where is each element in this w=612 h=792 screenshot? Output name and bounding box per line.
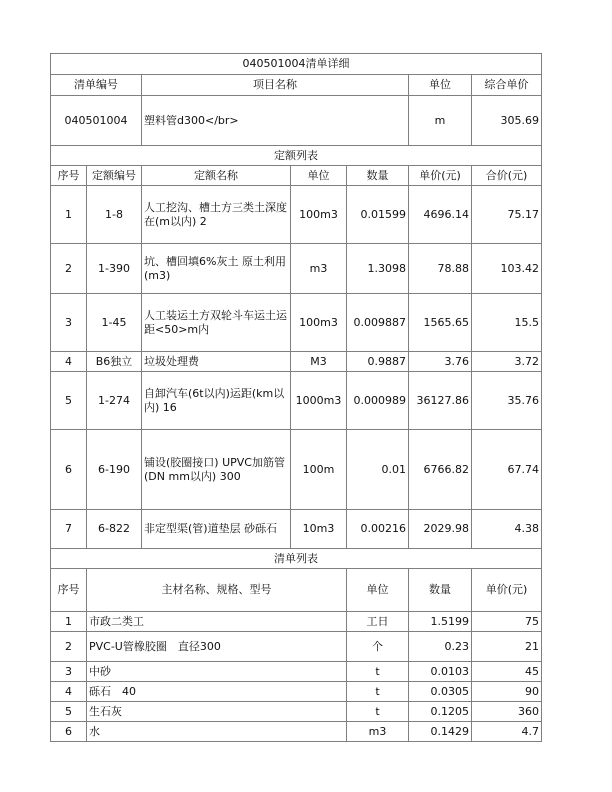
quota-col-total: 合价(元) xyxy=(472,166,542,186)
row-unit: 100m3 xyxy=(291,186,347,244)
table-row xyxy=(51,510,542,549)
list-item xyxy=(51,612,542,632)
quota-col-code: 定额编号 xyxy=(87,166,142,186)
row-unit: 10m3 xyxy=(291,510,347,549)
material-no: 3 xyxy=(51,662,87,682)
material-price: 75 xyxy=(472,612,542,632)
row-unit: 100m3 xyxy=(291,294,347,352)
quota-col-qty: 数量 xyxy=(347,166,409,186)
row-total: 3.72 xyxy=(472,352,542,372)
material-qty: 0.1429 xyxy=(409,722,472,742)
row-total: 67.74 xyxy=(472,430,542,510)
row-total: 35.76 xyxy=(472,372,542,430)
material-qty: 1.5199 xyxy=(409,612,472,632)
materials-col-name: 主材名称、规格、型号 xyxy=(87,569,347,612)
material-no: 2 xyxy=(51,632,87,662)
table-title: 040501004清单详细 xyxy=(51,54,542,75)
row-name: 自卸汽车(6t以内)运距(km以内) 16 xyxy=(142,372,291,430)
table-row xyxy=(51,352,542,372)
material-price: 45 xyxy=(472,662,542,682)
material-unit: m3 xyxy=(347,722,409,742)
header-unit-label: 单位 xyxy=(409,75,472,96)
material-name: 砾石 40 xyxy=(87,682,347,702)
row-no: 6 xyxy=(51,430,87,510)
table-row xyxy=(51,430,542,510)
material-unit: 个 xyxy=(347,632,409,662)
row-code: 6-822 xyxy=(87,510,142,549)
table-row xyxy=(51,186,542,244)
material-no: 6 xyxy=(51,722,87,742)
row-price: 1565.65 xyxy=(409,294,472,352)
row-price: 78.88 xyxy=(409,244,472,294)
row-price: 3.76 xyxy=(409,352,472,372)
row-price: 4696.14 xyxy=(409,186,472,244)
header-unit: m xyxy=(409,96,472,146)
header-price-label: 综合单价 xyxy=(472,75,542,96)
row-no: 2 xyxy=(51,244,87,294)
row-name: 铺设(胶圈接口) UPVC加筋管(DN mm以内) 300 xyxy=(142,430,291,510)
row-total: 4.38 xyxy=(472,510,542,549)
row-code: 6-190 xyxy=(87,430,142,510)
list-item xyxy=(51,632,542,662)
row-code: 1-390 xyxy=(87,244,142,294)
row-unit: M3 xyxy=(291,352,347,372)
material-qty: 0.0305 xyxy=(409,682,472,702)
table-row xyxy=(51,372,542,430)
header-name: 塑料管d300</br> xyxy=(142,96,409,146)
material-name: 市政二类工 xyxy=(87,612,347,632)
material-unit: t xyxy=(347,682,409,702)
row-unit: 100m xyxy=(291,430,347,510)
header-name-label: 项目名称 xyxy=(142,75,409,96)
row-code: B6独立 xyxy=(87,352,142,372)
row-no: 1 xyxy=(51,186,87,244)
row-code: 1-45 xyxy=(87,294,142,352)
material-qty: 0.0103 xyxy=(409,662,472,682)
row-no: 4 xyxy=(51,352,87,372)
row-price: 2029.98 xyxy=(409,510,472,549)
material-price: 90 xyxy=(472,682,542,702)
row-total: 103.42 xyxy=(472,244,542,294)
row-qty: 0.00216 xyxy=(347,510,409,549)
list-item xyxy=(51,702,542,722)
row-unit: 1000m3 xyxy=(291,372,347,430)
row-name: 非定型渠(管)道垫层 砂砾石 xyxy=(142,510,291,549)
material-price: 4.7 xyxy=(472,722,542,742)
row-qty: 1.3098 xyxy=(347,244,409,294)
quota-section-title: 定额列表 xyxy=(51,146,542,166)
row-no: 7 xyxy=(51,510,87,549)
row-name: 人工装运土方双轮斗车运土运距<50>m内 xyxy=(142,294,291,352)
row-qty: 0.01 xyxy=(347,430,409,510)
material-qty: 0.1205 xyxy=(409,702,472,722)
list-item xyxy=(51,682,542,702)
row-total: 15.5 xyxy=(472,294,542,352)
material-no: 5 xyxy=(51,702,87,722)
quota-col-no: 序号 xyxy=(51,166,87,186)
table-row xyxy=(51,244,542,294)
list-item xyxy=(51,722,542,742)
row-total: 75.17 xyxy=(472,186,542,244)
header-code: 040501004 xyxy=(51,96,142,146)
material-name: 中砂 xyxy=(87,662,347,682)
row-qty: 0.01599 xyxy=(347,186,409,244)
quota-col-price: 单价(元) xyxy=(409,166,472,186)
material-no: 4 xyxy=(51,682,87,702)
row-code: 1-274 xyxy=(87,372,142,430)
material-unit: t xyxy=(347,702,409,722)
row-code: 1-8 xyxy=(87,186,142,244)
quota-col-name: 定额名称 xyxy=(142,166,291,186)
header-code-label: 清单编号 xyxy=(51,75,142,96)
materials-col-qty: 数量 xyxy=(409,569,472,612)
row-price: 36127.86 xyxy=(409,372,472,430)
material-qty: 0.23 xyxy=(409,632,472,662)
material-no: 1 xyxy=(51,612,87,632)
material-unit: 工日 xyxy=(347,612,409,632)
material-name: 生石灰 xyxy=(87,702,347,722)
material-price: 360 xyxy=(472,702,542,722)
row-qty: 0.000989 xyxy=(347,372,409,430)
row-name: 坑、槽回填6%灰土 原土利用(m3) xyxy=(142,244,291,294)
material-price: 21 xyxy=(472,632,542,662)
materials-col-price: 单价(元) xyxy=(472,569,542,612)
row-name: 人工挖沟、槽土方三类土深度在(m以内) 2 xyxy=(142,186,291,244)
row-name: 垃圾处理费 xyxy=(142,352,291,372)
material-name: PVC-U管橡胶圈 直径300 xyxy=(87,632,347,662)
row-price: 6766.82 xyxy=(409,430,472,510)
row-no: 3 xyxy=(51,294,87,352)
quota-col-unit: 单位 xyxy=(291,166,347,186)
detail-table xyxy=(50,53,542,742)
row-qty: 0.9887 xyxy=(347,352,409,372)
row-qty: 0.009887 xyxy=(347,294,409,352)
materials-col-unit: 单位 xyxy=(347,569,409,612)
table-row xyxy=(51,294,542,352)
materials-section-title: 清单列表 xyxy=(51,549,542,569)
row-unit: m3 xyxy=(291,244,347,294)
row-no: 5 xyxy=(51,372,87,430)
list-item xyxy=(51,662,542,682)
material-name: 水 xyxy=(87,722,347,742)
materials-col-no: 序号 xyxy=(51,569,87,612)
material-unit: t xyxy=(347,662,409,682)
header-price: 305.69 xyxy=(472,96,542,146)
